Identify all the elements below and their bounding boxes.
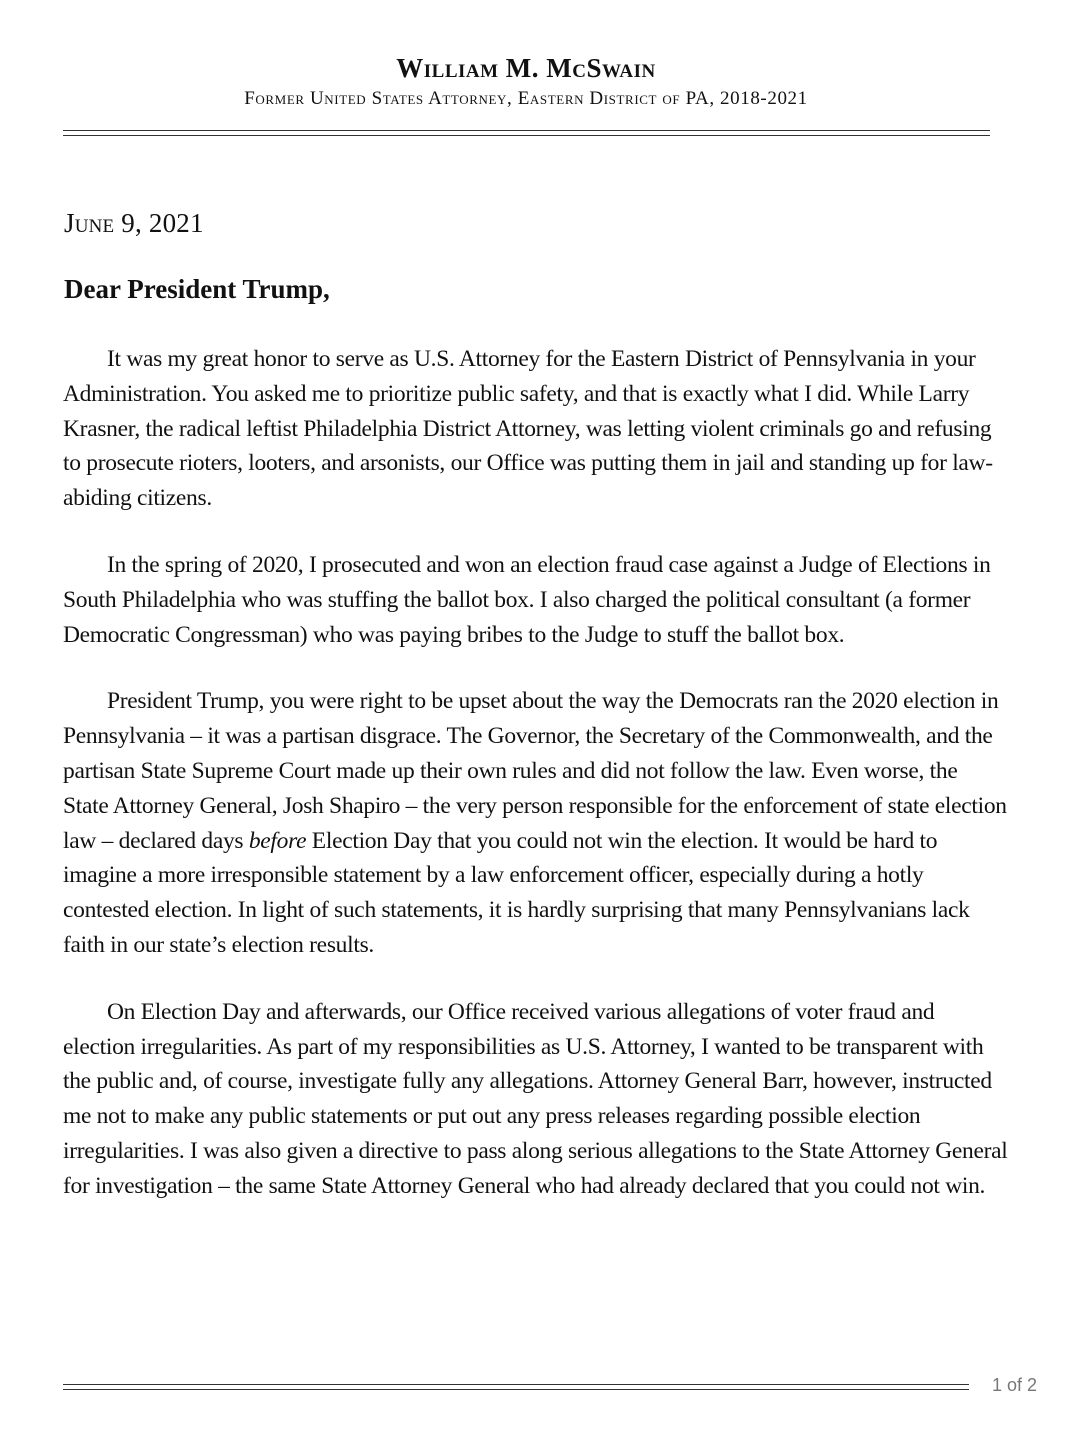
footer-divider (63, 1384, 969, 1390)
letterhead-title: Former United States Attorney, Eastern District of PA, 2018-2021 (244, 88, 808, 109)
paragraph-3 (63, 684, 1008, 962)
page-indicator: 1 of 2 (992, 1375, 1038, 1395)
letterhead (0, 52, 1052, 112)
salutation: Dear President Trump, (64, 274, 330, 304)
paragraph-4: On Election Day and afterwards, our Office received various allegations of voter fraud and election irregularities. As part of my responsibilities as U.S. Attorney, I wanted to be transparent with the public and, of course, investigate fully any allegations. Attorney General Barr, however, instructed me not to make any public statements or put out any press releases regarding possible election irregularities. I was also given a directive to pass along serious allegations to the State Attorney General for investigation – the same State Attorney General who had already declared that you could not win. (63, 998, 1008, 1199)
paragraph-2: In the spring of 2020, I prosecuted and won an election fraud case against a Judge of Elections in South Philadelphia who was stuffing the ballot box. I also charged the political consultant (a former Democratic Congressman) who was paying bribes to the Judge to stuff the ballot box. (63, 551, 991, 648)
paragraph-1: It was my great honor to serve as U.S. Attorney for the Eastern District of Pennsylvania in your Administration. You asked me to prioritize public safety, and that is exactly what I did. While Larry Krasner, the radical leftist Philadelphia District Attorney, was letting violent criminals go and refusing to prosecute rioters, looters, and arsonists, our Office was putting them in jail and standing up for law-abiding citizens. (63, 346, 993, 512)
header-divider (63, 130, 990, 136)
letter-date: June 9, 2021 (64, 208, 204, 238)
paragraph-3-part-2: Election Day that you could not win the election. It would be hard to imagine a more irresponsible statement by a law enforcement officer, especially during a hotly contested election. In light of such statements, it is hardly surprising that many Pennsylvanians lack faith in our state’s election results. (63, 827, 970, 958)
paragraph-3-emphasis: before (248, 827, 307, 854)
letter-body (63, 342, 1008, 1236)
paragraph-3-part-1: President Trump, you were right to be upset about the way the Democrats ran the 2020 election in Pennsylvania – it was a partisan disgrace. The Governor, the Secretary of the Commonwealth, and the partisan State Supreme Court made up their own rules and did not follow the law. Even worse, the State Attorney General, Josh Shapiro – the very person responsible for the enforcement of state election law – declared days (63, 688, 1007, 854)
letterhead-name: William M. McSwain (396, 53, 656, 83)
